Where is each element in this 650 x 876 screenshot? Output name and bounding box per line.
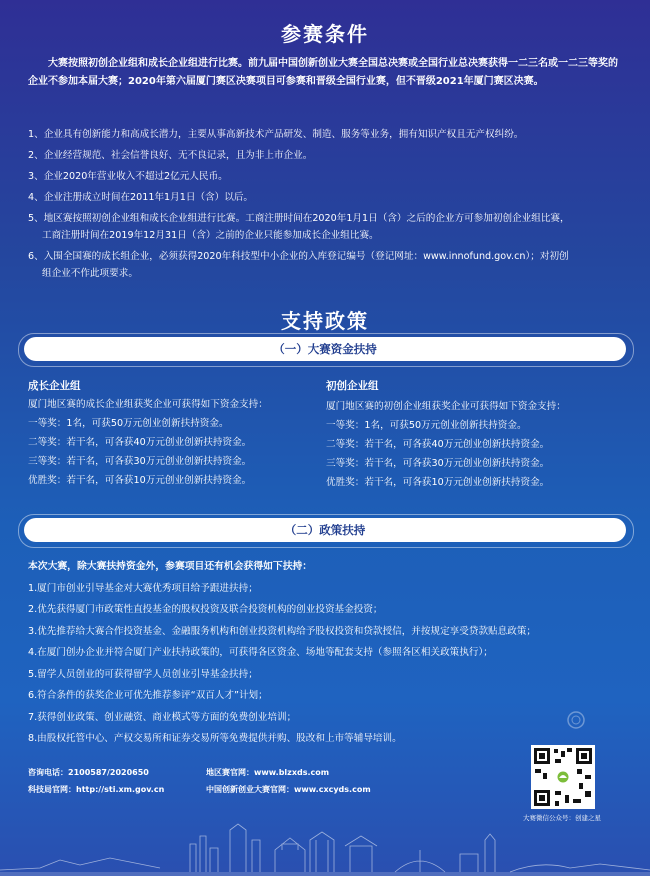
policy-support-list: [28, 556, 626, 750]
support-item: 2.优先获得厦门市政策性直投基金的股权投资及联合投资机构的创业投资基金投资；: [28, 604, 383, 615]
conditions-intro: 大赛按照初创企业组和成长企业组进行比赛。前九届中国创新创业大赛全国总决赛或全国行业总决赛获得一二三名或一二三等奖的企业不参加本届大赛；2020年第六届厦门赛区决赛项目可参赛和晋级全国行业赛，但不晋级2021年厦门赛区决赛。: [28, 58, 618, 87]
consult-phone: 咨询电话：2100587/2020650: [28, 768, 149, 777]
qr-caption: 大赛微信公众号：创建之星: [523, 814, 601, 822]
startup-group-heading: 初创企业组: [326, 380, 379, 392]
startup-group-list: [326, 397, 626, 492]
growth-group-list: [28, 395, 318, 490]
startup-line: 厦门地区赛的初创企业组获奖企业可获得如下资金支持：: [326, 401, 566, 412]
growth-line: 二等奖：若干名，可各获40万元创业创新扶持资金。: [28, 437, 252, 448]
condition-item-cont: 组企业不作此项要求。: [42, 268, 138, 279]
condition-item: 5、地区赛按照初创企业组和成长企业组进行比赛。工商注册时间在2020年1月1日（含）之后的企业方可参加初创企业组比赛，: [28, 213, 570, 224]
policy-title: 支持政策: [281, 309, 369, 333]
conditions-title: 参赛条件: [281, 22, 369, 46]
condition-item: 1、企业具有创新能力和高成长潜力，主要从事高新技术产品研发、制造、服务等业务，拥有知识产权且无产权纠纷。: [28, 129, 524, 140]
conditions-list: [28, 126, 626, 282]
qr-code-icon: [531, 745, 595, 809]
watermark-icon: [566, 710, 586, 730]
national-site-link[interactable]: 中国创新创业大赛官网：www.cxcyds.com: [206, 785, 371, 794]
support-item: 5.留学人员创业的可获得留学人员创业引导基金扶持；: [28, 668, 258, 680]
condition-item: 2、企业经营规范、社会信誉良好、无不良记录，且为非上市企业。: [28, 150, 313, 161]
city-skyline-icon: [0, 810, 650, 876]
qr-code: [531, 745, 595, 809]
support-item: 6.符合条件的获奖企业可优先推荐参评“双百人才”计划；: [28, 690, 268, 701]
growth-line: 三等奖：若干名，可各获30万元创业创新扶持资金。: [28, 456, 252, 467]
sti-site-link[interactable]: 科技局官网：http://sti.xm.gov.cn: [28, 785, 165, 794]
support-item: 7.获得创业政策、创业融资、商业模式等方面的免费创业培训；: [28, 711, 297, 723]
startup-line: 一等奖：1名，可获50万元创业创新扶持资金。: [326, 420, 527, 431]
condition-item: 4、企业注册成立时间在2011年1月1日（含）以后。: [28, 192, 254, 203]
condition-item: 6、入围全国赛的成长组企业，必须获得2020年科技型中小企业的入库登记编号（登记网址：www.innofund.gov.cn）；对初创: [28, 251, 569, 262]
growth-line: 一等奖：1名，可获50万元创业创新扶持资金。: [28, 418, 229, 429]
growth-line: 厦门地区赛的成长企业组获奖企业可获得如下资金支持：: [28, 399, 268, 410]
startup-line: 三等奖：若干名，可各获30万元创业创新扶持资金。: [326, 458, 550, 469]
startup-line: 优胜奖：若干名，可各获10万元创业创新扶持资金。: [326, 477, 550, 488]
support-item: 4.在厦门创办企业并符合厦门产业扶持政策的，可获得各区资金、场地等配套支持（参照各区相关政策执行）；: [28, 647, 493, 658]
policy-support-bar: （二）政策扶持: [24, 518, 626, 542]
support-item: 1.厦门市创业引导基金对大赛优秀项目给予跟进扶持；: [28, 582, 258, 594]
support-item: 3.优先推荐给大赛合作投资基金、金融服务机构和创业投资机构给予股权投资和贷款授信，并按规定享受贷款贴息政策；: [28, 625, 537, 637]
condition-item: 3、企业2020年营业收入不超过2亿元人民币。: [28, 171, 228, 182]
region-site-link[interactable]: 地区赛官网：www.blzxds.com: [206, 768, 330, 777]
support-item: 8.由股权托管中心、产权交易所和证券交易所等免费提供并购、股改和上市等辅导培训。: [28, 733, 402, 744]
growth-group-heading: 成长企业组: [28, 380, 81, 392]
fund-support-bar: （一）大赛资金扶持: [24, 337, 626, 361]
growth-line: 优胜奖：若干名，可各获10万元创业创新扶持资金。: [28, 475, 252, 486]
startup-line: 二等奖：若干名，可各获40万元创业创新扶持资金。: [326, 439, 550, 450]
support-lead: 本次大赛，除大赛扶持资金外，参赛项目还有机会获得如下扶持：: [28, 561, 313, 572]
condition-item-cont: 工商注册时间在2019年12月31日（含）之前的企业只能参加成长企业组比赛。: [42, 230, 379, 241]
